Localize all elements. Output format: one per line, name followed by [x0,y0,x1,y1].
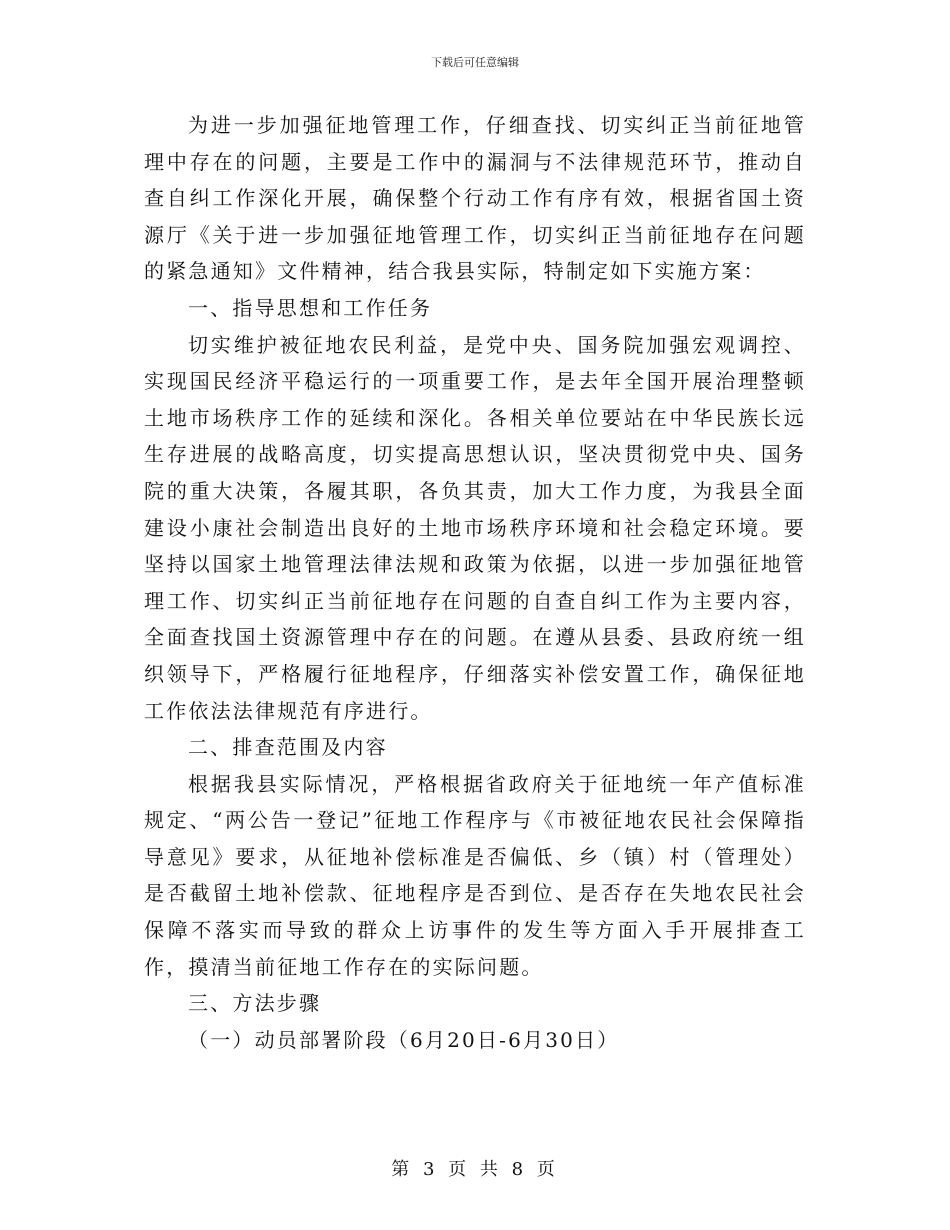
page-footer: 第 3 页 共 8 页 [391,1159,559,1180]
page-header: 下载后可任意编辑 [431,56,519,69]
subsection-heading-1: （一）动员部署阶段（6月20日-6月30日） [188,1027,620,1052]
section-heading-3: 三、方法步骤 [188,991,322,1016]
document-body [144,107,806,1058]
scope-paragraph: 根据我县实际情况，严格根据省政府关于征地统一年产值标准规定、“两公告一登记”征地工作程序与《市被征地农民社会保障指导意见》要求，从征地补偿标准是否偏低、乡（镇）村（管理处）是否截留土地补偿款、征地程序是否到位、是否存在失地农民社会保障不落实而导致的群众上访事件的发生等方面入手开展排查工作，摸清当前征地工作存在的实际问题。 [144,771,806,979]
guiding-ideas-paragraph: 切实维护被征地农民利益，是党中央、国务院加强宏观调控、实现国民经济平稳运行的一项重要工作，是去年全国开展治理整顿土地市场秩序工作的延续和深化。各相关单位要站在中华民族长远生存进展的战略高度，切实提高思想认识，坚决贯彻党中央、国务院的重大决策，各履其职，各负其责，加大工作力度，为我县全面建设小康社会制造出良好的土地市场秩序环境和社会稳定环境。要坚持以国家土地管理法律法规和政策为依据，以进一步加强征地管理工作、切实纠正当前征地存在问题的自查自纠工作为主要内容，全面查找国土资源管理中存在的问题。在遵从县委、县政府统一组织领导下，严格履行征地程序，仔细落实补偿安置工作，确保征地工作依法法律规范有序进行。 [144,332,806,723]
intro-paragraph: 为进一步加强征地管理工作，仔细查找、切实纠正当前征地管理中存在的问题，主要是工作中的漏洞与不法律规范环节，推动自查自纠工作深化开展，确保整个行动工作有序有效，根据省国土资源厅《关于进一步加强征地管理工作，切实纠正当前征地存在问题的紧急通知》文件精神，结合我县实际，特制定如下实施方案： [144,113,806,284]
section-heading-2: 二、排查范围及内容 [188,735,388,760]
section-heading-1: 一、指导思想和工作任务 [188,295,433,320]
